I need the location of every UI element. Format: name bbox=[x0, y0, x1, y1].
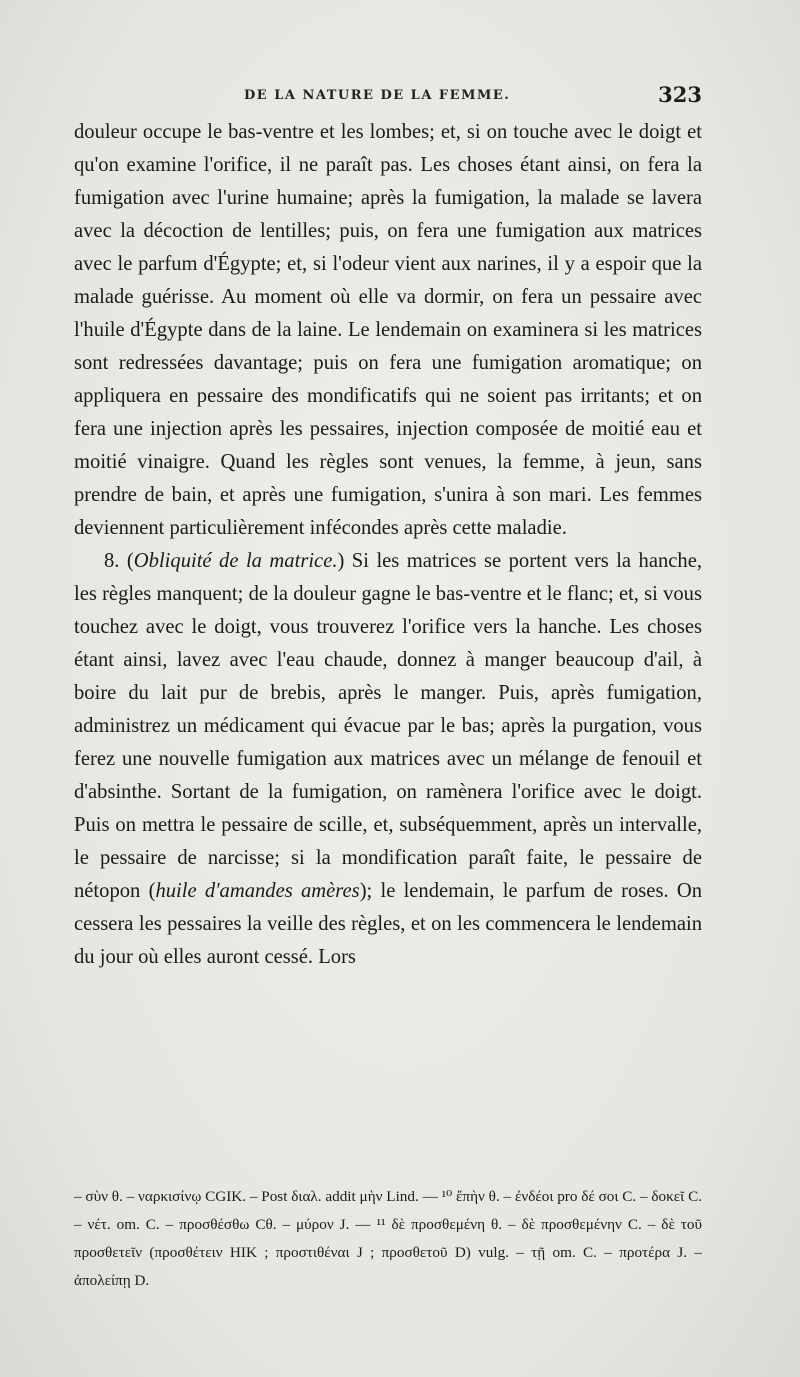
footnotes bbox=[74, 1183, 702, 1295]
running-head: DE LA NATURE DE LA FEMME. bbox=[244, 88, 511, 103]
italic-gloss: huile d'amandes amères bbox=[155, 880, 360, 902]
main-text bbox=[74, 116, 702, 974]
paragraph-obliquite bbox=[74, 545, 702, 974]
paragraph-text-end: ); le lendemain, le parfum de roses. On cessera les pessaires la veille des règles, et on les commencera le lendemain du jour où elles auront cessé. Lors bbox=[74, 880, 703, 968]
section-heading: Obliquité de la matrice. bbox=[133, 550, 338, 572]
paragraph: douleur occupe le bas-ventre et les lombes; et, si on touche avec le doigt et qu'on examine l'orifice, il ne paraît pas. Les choses étant ainsi, on fera la fumigation avec l'urine humaine; après la fumigation, la malade se lavera avec la décoction de lentilles; puis, on fera une fumigation aux matrices avec le parfum d'Égypte; et, si l'odeur vient aux narines, il y a espoir que la malade guérisse. Au moment où elle va dormir, on fera un pessaire avec l'huile d'Égypte dans de la laine. Le lendemain on examinera si les matrices sont redressées davantage; puis on fera une fumigation aromatique; on appliquera en pessaire des mondificatifs qui ne soient pas irritants; et on fera une injection après les pessaires, injection composée de moitié eau et moitié vinaigre. Quand les règles sont venues, la femme, à jeun, sans prendre de bain, et après une fumigation, s'unira à son mari. Les femmes deviennent particulièrement infécondes après cette maladie. bbox=[74, 121, 702, 539]
page-header bbox=[74, 82, 702, 112]
paragraph-text: ) Si les matrices se portent vers la hanche, les règles manquent; de la douleur gagne le bas-ventre et le flanc; et, si vous touchez avec le doigt, vous trouverez l'orifice vers la hanche. Les choses étant ainsi, lavez avec l'eau chaude, donnez à manger beaucoup d'ail, à boire du lait pur de brebis, après le manger. Puis, après fumigation, administrez un médicament qui évacue par le bas; après la purgation, vous ferez une nouvelle fumigation aux matrices avec un mélange de fenouil et d'absinthe. Sortant de la fumigation, on ramènera l'orifice avec le doigt. Puis on mettra le pessaire de scille, et, subséquemment, après un intervalle, le pessaire de narcisse; si la mondification paraît faite, le pessaire de nétopon ( bbox=[74, 550, 702, 902]
section-number: 8. ( bbox=[104, 550, 134, 572]
footnote-text: – σὺν θ. – ναρκισίνῳ CGIK. – Post διαλ. addit μὴν Lind. — ¹⁰ ἔπὴν θ. – ἐνδέοι pro δέ σοι C. – δοκεῖ C. – νέτ. om. C. – προσθέσθω Cθ. – μύρον J. — ¹¹ δὲ προσθεμένη θ. – δὲ προσθεμένην C. – δὲ τοῦ προσθετεῖν (προσθέτειν HIK ; προστιθέναι J ; προσθετοῦ D) vulg. – τῇ om. C. – προτέρα J. – ἀπολείπῃ D. bbox=[74, 1188, 702, 1289]
page-number: 323 bbox=[658, 82, 702, 107]
